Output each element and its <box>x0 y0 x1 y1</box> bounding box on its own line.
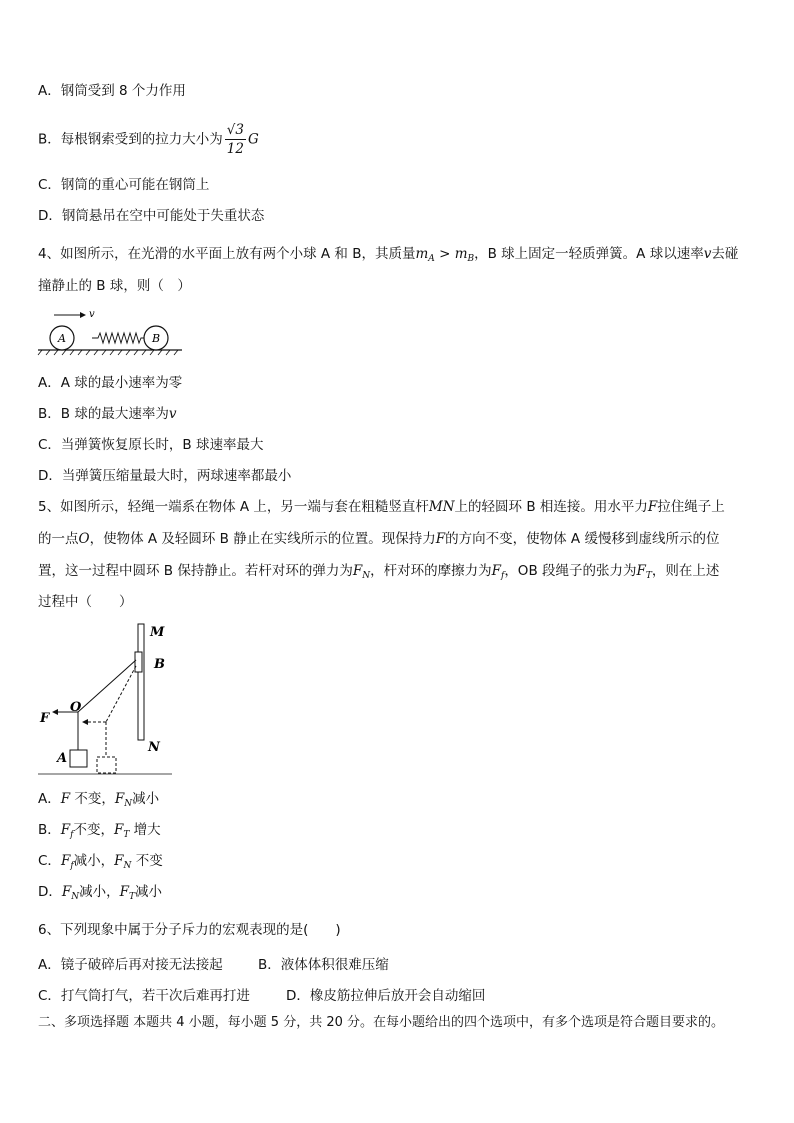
q5-figure <box>36 620 176 778</box>
block-a-dashed <box>97 757 116 773</box>
sub-t: T <box>129 892 136 902</box>
force-f: F <box>435 531 446 547</box>
label-m: M <box>150 625 165 640</box>
ball-b-label: B <box>152 332 161 345</box>
sub-f: f <box>500 571 505 581</box>
mass-b-sub: B <box>467 254 475 264</box>
section-2-heading: 二、多项选择题 本题共 4 小题，每小题 5 分，共 20 分。在每小题给出的四个选项中，有多个选项是符合题目要求的。 <box>38 1015 725 1030</box>
option-label: C． <box>38 853 61 869</box>
rope-ob <box>78 660 136 712</box>
q5-text: 的一点 <box>38 531 79 547</box>
q5-stem-line1 <box>38 498 725 516</box>
sub-f: f <box>70 830 74 840</box>
fraction <box>225 121 246 158</box>
speed-v: v <box>168 406 177 422</box>
sub-n: N <box>123 861 132 871</box>
q6-option-b: B．液体体积很难压缩 <box>258 957 389 973</box>
option-label: A． <box>38 791 61 807</box>
arrow-head-icon <box>80 312 86 318</box>
rope-ob-dashed <box>106 666 136 722</box>
sub-n: N <box>124 799 133 809</box>
q6-stem: 6、下列现象中属于分子斥力的宏观表现的是( ) <box>38 922 341 938</box>
option-text: 不变， <box>73 822 114 838</box>
q5-stem-line2 <box>38 530 719 548</box>
q5-text: 置，这一过程中圆环 B 保持静止。若杆对环的弹力为 <box>38 563 353 579</box>
q4-figure <box>36 306 186 356</box>
fraction-numerator: √3 <box>226 122 244 138</box>
q4-option-b-text: B．B 球的最大速率为 <box>38 406 169 422</box>
q4-stem-text-2: ，B 球上固定一轻质弹簧。A 球以速率 <box>474 246 704 262</box>
option-text: 减小 <box>132 791 160 807</box>
ball-a-label: A <box>58 332 66 345</box>
velocity-label: v <box>89 309 95 320</box>
force-f: F <box>60 822 71 838</box>
q4-stem-text-3: 去碰 <box>711 246 739 262</box>
label-a: A <box>57 751 68 766</box>
force-f: F <box>60 853 71 869</box>
label-o: O <box>70 700 82 715</box>
sub-t: T <box>645 571 652 581</box>
q5-text: 5、如图所示，轻绳一端系在物体 A 上，另一端与套在粗糙竖直杆 <box>38 499 429 515</box>
q5-stem-line4: 过程中（ ） <box>38 594 133 610</box>
q5-text: ，OB 段绳子的张力为 <box>504 563 637 579</box>
q4-option-d: D．当弹簧压缩量最大时，两球速率都最小 <box>38 468 292 484</box>
q5-text: ，则在上述 <box>651 563 720 579</box>
sub-t: T <box>123 830 130 840</box>
q5-text: 的方向不变，使物体 A 缓慢移到虚线所示的位 <box>445 531 720 547</box>
q4-stem-line1 <box>38 245 738 268</box>
q5-option-c <box>38 852 163 875</box>
force-f: F <box>119 884 130 900</box>
option-label: B． <box>38 822 61 838</box>
rod-mn: MN <box>428 499 455 515</box>
q6-option-c: C．打气筒打气，若干次后难再打进 <box>38 988 250 1004</box>
option-text: 减小， <box>73 853 115 869</box>
q5-text: ，杆对环的摩擦力为 <box>370 563 492 579</box>
q4-stem-line2: 撞静止的 B 球，则（ ） <box>38 278 191 294</box>
force-f: F <box>352 563 363 579</box>
label-f: F <box>40 711 50 726</box>
option-text: 不变， <box>74 791 115 807</box>
q5-option-b <box>38 821 161 844</box>
q4-option-c: C．当弹簧恢复原长时，B 球速率最大 <box>38 437 264 453</box>
q3-option-b <box>38 121 259 158</box>
variable-g: G <box>247 131 259 148</box>
force-f: F <box>114 791 125 807</box>
force-f: F <box>60 791 71 807</box>
option-text: 增大 <box>133 822 161 838</box>
arrow-head-icon <box>52 709 58 715</box>
force-f: F <box>491 563 501 579</box>
q3-option-b-text: B．每根钢索受到的拉力大小为 <box>38 131 223 148</box>
fraction-denominator: 12 <box>226 141 244 157</box>
speed-v: v <box>703 246 712 262</box>
spring <box>92 333 144 343</box>
q3-option-d: D．钢筒悬吊在空中可能处于失重状态 <box>38 208 265 224</box>
option-text: 减小， <box>79 884 120 900</box>
q5-text: 拉住绳子上 <box>657 499 725 515</box>
option-text: 减小 <box>135 884 163 900</box>
block-a <box>70 750 87 767</box>
q4-stem-text: 4、如图所示，在光滑的水平面上放有两个小球 A 和 B，其质量 <box>38 246 416 262</box>
ring-b <box>135 652 142 672</box>
greater-than: > <box>439 246 451 262</box>
mass-a-sub: A <box>428 254 435 264</box>
q5-text: 上的轻圆环 B 相连接。用水平力 <box>454 499 648 515</box>
force-f: F <box>61 884 72 900</box>
mass-b: m <box>454 246 468 262</box>
force-f: F <box>114 853 124 869</box>
option-label: D． <box>38 884 62 900</box>
sub-f: f <box>70 861 74 871</box>
q3-option-a: A．钢筒受到 8 个力作用 <box>38 83 186 99</box>
point-o: O <box>78 531 90 547</box>
label-b: B <box>154 657 165 672</box>
force-f: F <box>647 499 658 515</box>
q5-option-d <box>38 883 162 906</box>
sub-n: N <box>362 571 371 581</box>
q5-option-a <box>38 790 159 813</box>
rod-mn <box>138 624 144 740</box>
force-f: F <box>113 822 124 838</box>
sub-n: N <box>71 892 80 902</box>
q6-option-a: A．镜子破碎后再对接无法接起 <box>38 957 223 973</box>
arrow-head-icon <box>82 719 88 725</box>
q3-option-c: C．钢筒的重心可能在钢筒上 <box>38 177 210 193</box>
q4-option-a: A．A 球的最小速率为零 <box>38 375 183 391</box>
force-f: F <box>636 563 646 579</box>
option-text: 不变 <box>135 853 163 869</box>
q6-option-d: D．橡皮筋拉伸后放开会自动缩回 <box>286 988 486 1004</box>
mass-a: m <box>415 246 429 262</box>
q5-stem-line3 <box>38 562 719 585</box>
q5-text: ，使物体 A 及轻圆环 B 静止在实线所示的位置。现保持力 <box>89 531 436 547</box>
q4-option-b <box>38 405 176 423</box>
label-n: N <box>148 740 160 755</box>
